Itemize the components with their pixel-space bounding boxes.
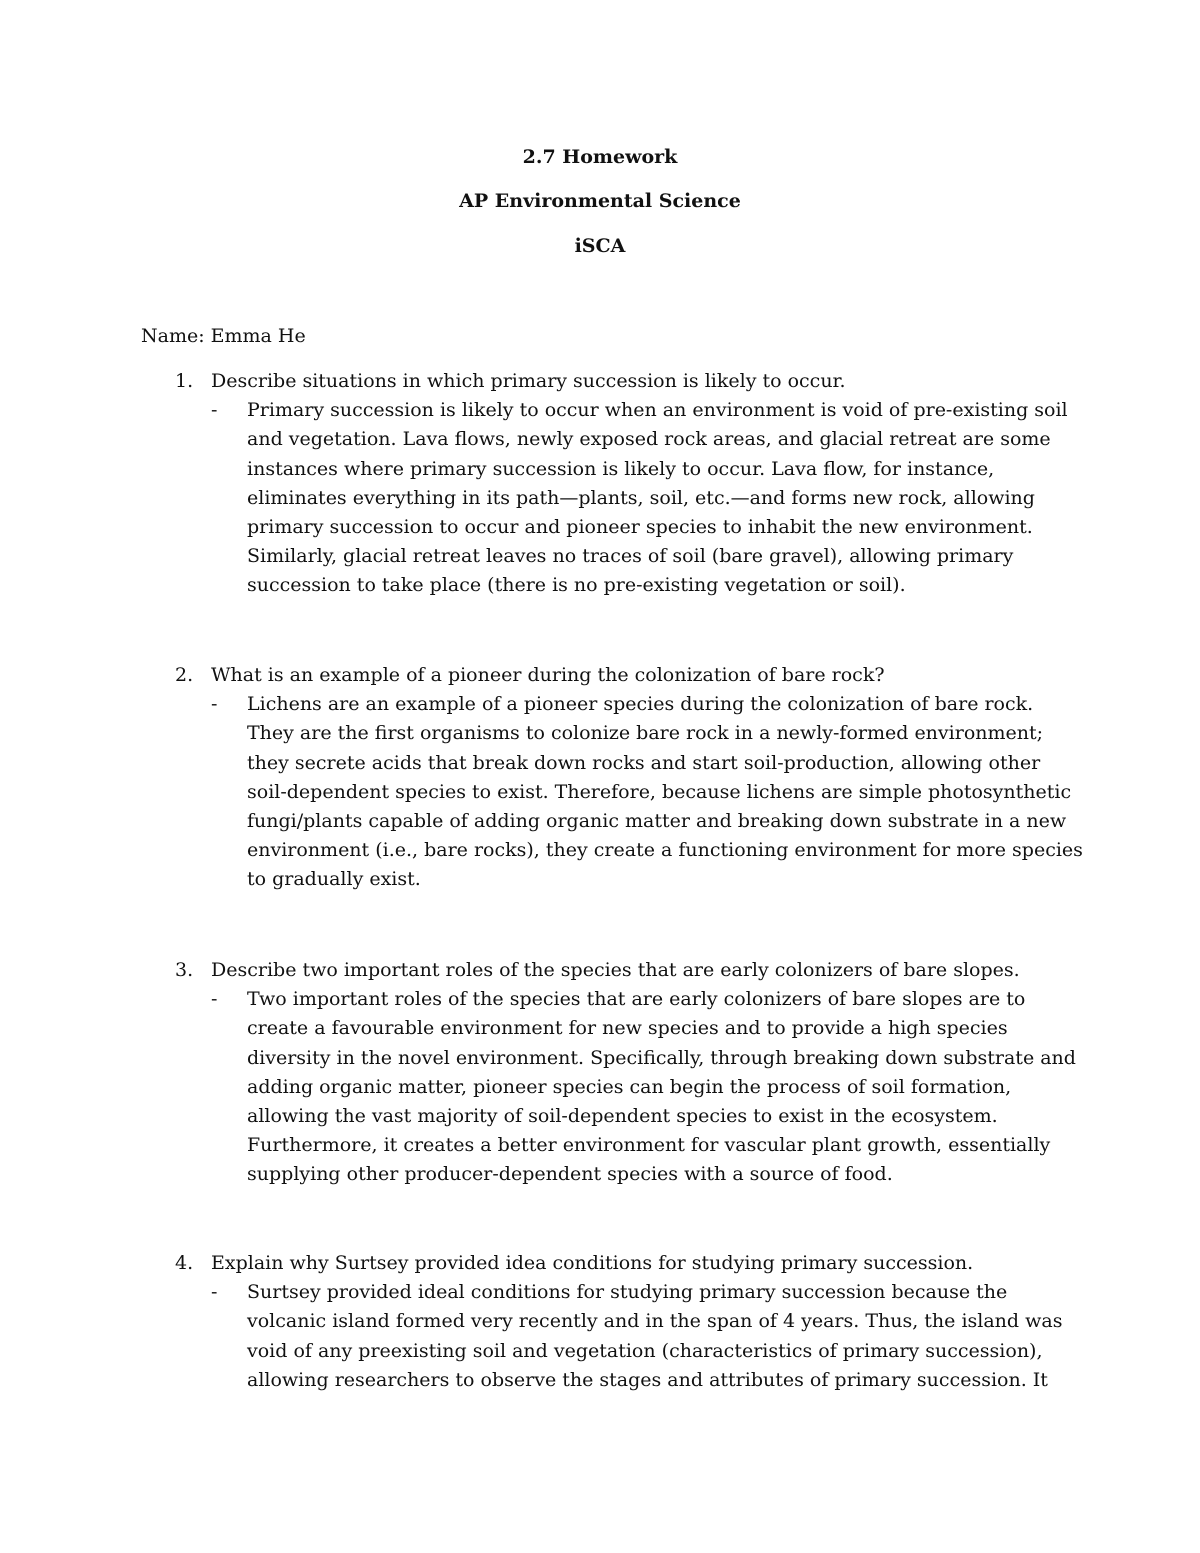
answer-paragraph (247, 396, 1087, 600)
answer-line: diversity in the novel environment. Specifically, through breaking down substrate and (247, 1046, 1076, 1069)
question-text: Describe situations in which primary succession is likely to occur. (211, 370, 846, 392)
answer-line: Furthermore, it creates a better environment for vascular plant growth, essentially (247, 1134, 1051, 1157)
answer-line: supplying other producer-dependent species with a source of food. (247, 1163, 893, 1186)
answer-line: environment (i.e., bare rocks), they create a functioning environment for more species (247, 839, 1083, 862)
question-text: Explain why Surtsey provided idea conditions for studying primary succession. (211, 1252, 974, 1274)
question-number: 4. (175, 1252, 194, 1274)
answer-line: create a favourable environment for new species and to provide a high species (247, 1017, 1008, 1040)
answer-line: fungi/plants capable of adding organic matter and breaking down substrate in a new (247, 810, 1067, 832)
answer-paragraph (247, 985, 1087, 1189)
answer-line: Primary succession is likely to occur when an environment is void of pre-existing soil (247, 399, 1068, 422)
answer-line: adding organic matter, pioneer species can begin the process of soil formation, (247, 1075, 1012, 1098)
answer-line: primary succession to occur and pioneer species to inhabit the new environment. (247, 516, 1033, 538)
answer-line: soil-dependent species to exist. Therefore, because lichens are simple photosynthetic (247, 780, 1072, 803)
answer-paragraph (247, 690, 1087, 894)
answer-line: Lichens are an example of a pioneer species during the colonization of bare rock. (247, 693, 1034, 716)
document-title: 2.7 Homework (522, 146, 678, 168)
answer-line: eliminates everything in its path—plants, soil, etc.—and forms new rock, allowing (247, 486, 1035, 509)
answer-line: instances where primary succession is likely to occur. Lava flow, for instance, (247, 457, 995, 480)
answer-bullet: - (211, 988, 218, 1011)
answer-line: succession to take place (there is no pre-existing vegetation or soil). (247, 574, 906, 597)
answer-line: Surtsey provided ideal conditions for studying primary succession because the (247, 1281, 1008, 1304)
question-text: What is an example of a pioneer during the colonization of bare rock? (211, 664, 885, 686)
answer-paragraph (247, 1278, 1087, 1395)
answer-bullet: - (211, 399, 218, 422)
school-name: iSCA (574, 235, 626, 257)
question-text: Describe two important roles of the species that are early colonizers of bare slopes. (211, 959, 1020, 981)
question-number: 1. (175, 370, 194, 392)
answer-line: allowing researchers to observe the stages and attributes of primary succession. It (247, 1368, 1048, 1391)
answer-line: and vegetation. Lava flows, newly exposed rock areas, and glacial retreat are some (247, 428, 1051, 451)
course-name: AP Environmental Science (459, 190, 741, 212)
answer-line: Similarly, glacial retreat leaves no traces of soil (bare gravel), allowing primary (247, 545, 1014, 568)
question-number: 3. (175, 959, 194, 981)
answer-line: Two important roles of the species that are early colonizers of bare slopes are to (247, 988, 1026, 1011)
answer-line: to gradually exist. (247, 868, 421, 891)
question-number: 2. (175, 664, 194, 686)
answer-line: they secrete acids that break down rocks and start soil-production, allowing other (247, 751, 1041, 774)
answer-line: volcanic island formed very recently and in the span of 4 years. Thus, the island was (247, 1310, 1063, 1333)
answer-bullet: - (211, 693, 218, 716)
student-name-line: Name: Emma He (141, 325, 306, 347)
answer-bullet: - (211, 1281, 218, 1304)
answer-line: void of any preexisting soil and vegetation (characteristics of primary succession), (247, 1339, 1043, 1362)
answer-line: allowing the vast majority of soil-dependent species to exist in the ecosystem. (247, 1105, 998, 1127)
answer-line: They are the first organisms to colonize bare rock in a newly-formed environment; (247, 722, 1044, 745)
